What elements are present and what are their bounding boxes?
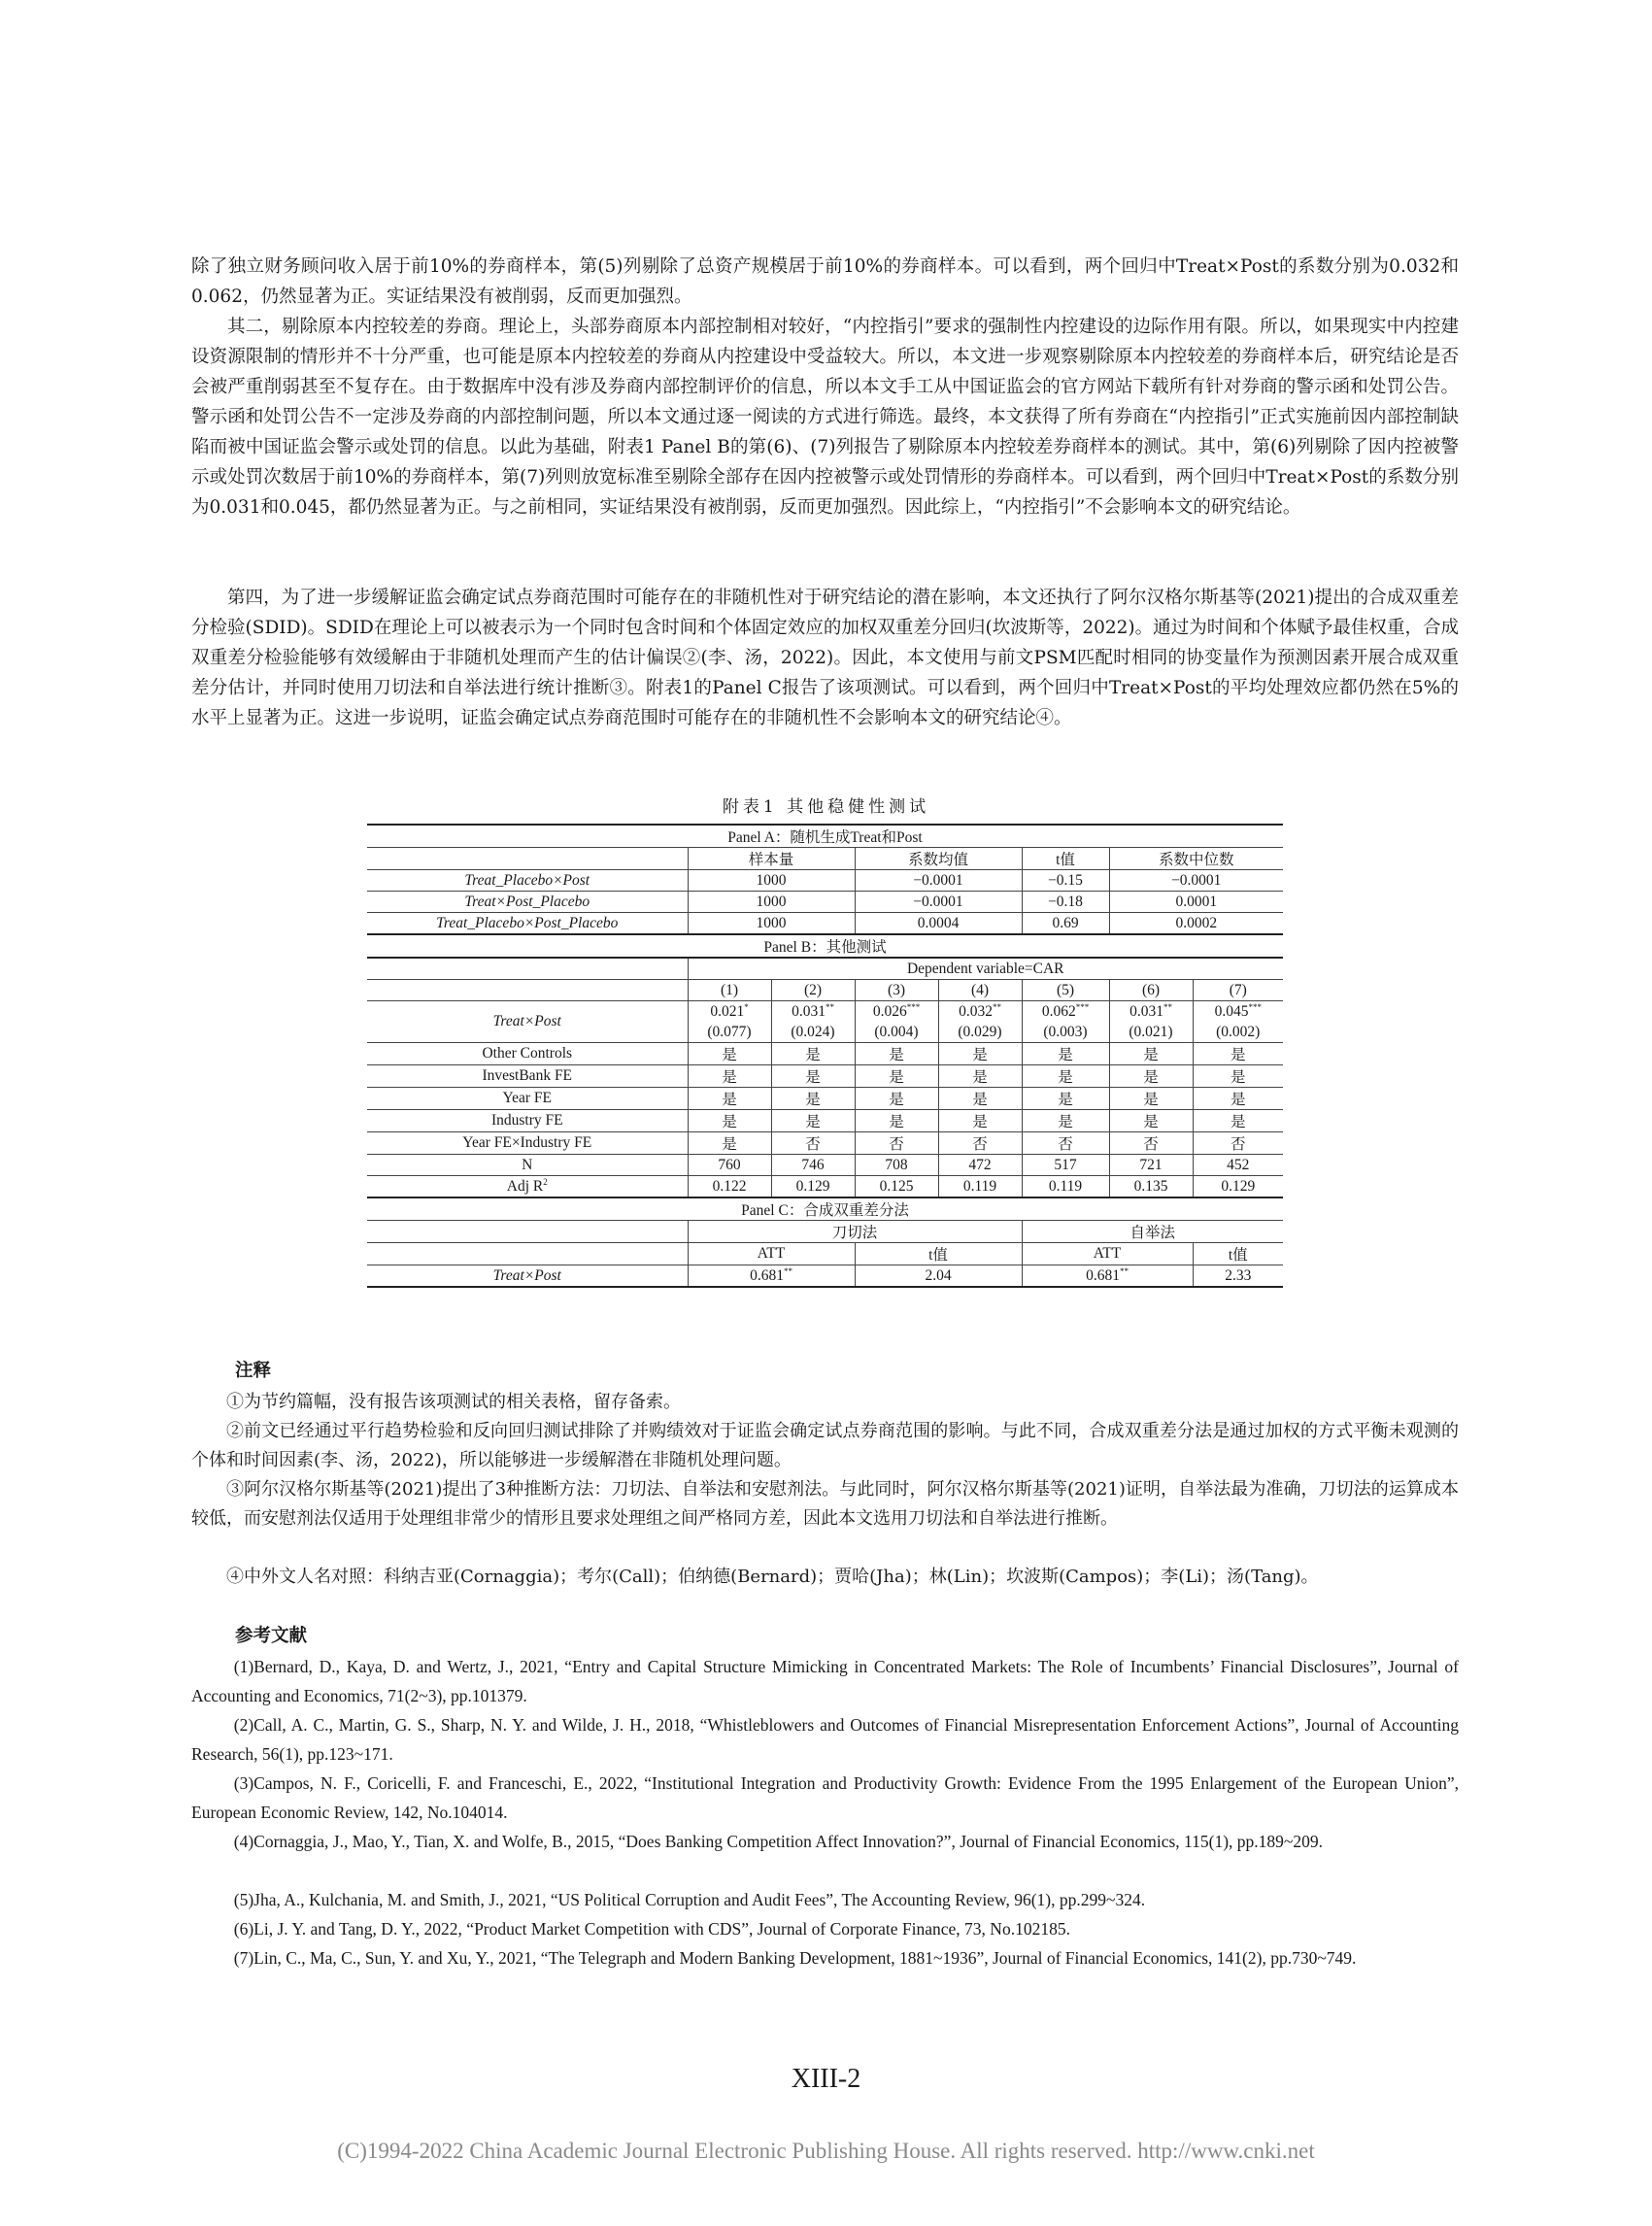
table-cell: −0.15 <box>1022 870 1109 892</box>
sig-stars: * <box>744 1001 749 1012</box>
table-cell: −0.0001 <box>855 892 1022 913</box>
table-cell: 是 <box>938 1088 1022 1110</box>
panel-a-header-n: 样本量 <box>688 848 855 870</box>
body-paragraph-2: 其二，剔除原本内控较差的券商。理论上，头部券商原本内部控制相对较好，“内控指引”要求的强制性内控建设的边际作用有限。所以，如果现实中内控建设资源限制的情形并不十分严重，也可能是原本内控较差的券商从内控建设中受益较大。所以，本文进一步观察剔除原本内控较差的券商样本后，研究结论是否会被严重削弱甚至不复存在。由于数据库中没有涉及券商内部控制评价的信息，所以本文手工从中国证监会的官方网站下载所有针对券商的警示函和处罚公告。警示函和处罚公告不一定涉及券商的内部控制问题，所以本文通过逐一阅读的方式进行筛选。最终，本文获得了所有券商在“内控指引”正式实施前因内部控制缺陷而被中国证监会警示或处罚的信息。以此为基础，附表1 Panel B的第(6)、(7)列报告了剔除原本内控较差券商样本的测试。其中，第(6)列剔除了因内控被警示或处罚次数居于前10%的券商样本，第(7)列则放宽标准至剔除全部存在因内控被警示或处罚情形的券商样本。可以看到，两个回归中Treat×Post的系数分别为0.031和0.045，都仍然显著为正。与之前相同，实证结果没有被削弱，反而更加强烈。因此综上，“内控指引”不会影响本文的研究结论。 <box>191 317 1459 518</box>
t-cell: 2.04 <box>855 1265 1022 1288</box>
table-cell: 是 <box>938 1065 1022 1088</box>
table-cell: 0.0004 <box>855 913 1022 935</box>
row-label: InvestBank FE <box>367 1065 688 1088</box>
note-1: ①为节约篇幅，没有报告该项测试的相关表格，留存备索。 <box>226 1392 681 1412</box>
sig-stars: ** <box>992 1001 1001 1012</box>
table-cell: 否 <box>1193 1132 1283 1155</box>
notes-heading: 注释 <box>235 1361 272 1381</box>
table-cell: 否 <box>1022 1132 1109 1155</box>
table-cell: 是 <box>1109 1110 1193 1132</box>
table-cell: 746 <box>771 1155 855 1176</box>
body-paragraph-3: 第四，为了进一步缓解证监会确定试点券商范围时可能存在的非随机性对于研究结论的潜在影响，本文还执行了阿尔汉格尔斯基等(2021)提出的合成双重差分检验(SDID)。SDID在理论上可以被表示为一个同时包含时间和个体固定效应的加权双重差分回归(坎波斯等，2022)。通过为时间和个体赋予最佳权重，合成双重差分检验能够有效缓解由于非随机处理而产生的估计偏误②(李、汤，2022)。因此，本文使用与前文PSM匹配时相同的协变量作为预测因素开展合成双重差分估计，并同时使用刀切法和自举法进行统计推断③。附表1的Panel C报告了该项测试。可以看到，两个回归中Treat×Post的平均处理效应都仍然在5%的水平上显著为正。这进一步说明，证监会确定试点券商范围时可能存在的非随机性不会影响本文的研究结论④。 <box>191 588 1459 728</box>
panel-a-row-label: Treat×Post_Placebo <box>367 892 688 913</box>
panel-a-row-label: Treat_Placebo×Post_Placebo <box>367 913 688 935</box>
table-cell: 517 <box>1022 1155 1109 1176</box>
row-label: Year FE×Industry FE <box>367 1132 688 1155</box>
table-cell: 708 <box>855 1155 938 1176</box>
note-3: ③阿尔汉格尔斯基等(2021)提出了3种推断方法：刀切法、自举法和安慰剂法。与此同时，阿尔汉格尔斯基等(2021)证明，自举法最为准确，刀切法的运算成本较低，而安慰剂法仅适用于处理组非常少的情形且要求处理组之间严格同方差，因此本文选用刀切法和自举法进行推断。 <box>191 1479 1459 1529</box>
coef-value: 0.045 <box>1214 1002 1249 1020</box>
table-cell: 0.119 <box>1022 1176 1109 1198</box>
sig-stars: ** <box>825 1001 834 1012</box>
sig-stars: ** <box>783 1265 792 1276</box>
table-cell: 是 <box>688 1088 771 1110</box>
table-cell: 是 <box>771 1110 855 1132</box>
panel-a-corner <box>367 848 688 870</box>
reference-item: (7)Lin, C., Ma, C., Sun, Y. and Xu, Y., 2021, “The Telegraph and Modern Banking Development, 1881~1936”, Journal of Financial Economics, 141(2), pp.730~749. <box>233 1948 1357 1968</box>
table-cell: 是 <box>938 1043 1022 1065</box>
table-cell: 760 <box>688 1155 771 1176</box>
table-cell: 0.0002 <box>1109 913 1283 935</box>
se-cell: (0.024) <box>771 1022 855 1043</box>
panel-a-header-mean: 系数均值 <box>855 848 1022 870</box>
page-number: XIII-2 <box>791 2064 861 2094</box>
table-cell: 是 <box>855 1043 938 1065</box>
treat-post-label: Treat×Post <box>367 1001 688 1043</box>
se-cell: (0.021) <box>1109 1022 1193 1043</box>
coef-cell <box>1022 1001 1109 1023</box>
adj-r-sup: 2 <box>543 1176 548 1187</box>
panel-a-title: Panel A：随机生成Treat和Post <box>367 825 1283 848</box>
table-cell: 0.135 <box>1109 1176 1193 1198</box>
table-cell: 是 <box>1022 1043 1109 1065</box>
panel-c-corner <box>367 1221 688 1243</box>
table-cell: 0.122 <box>688 1176 771 1198</box>
table-cell: 是 <box>771 1043 855 1065</box>
row-label: N <box>367 1155 688 1176</box>
table-cell: 0.129 <box>771 1176 855 1198</box>
table-cell: 是 <box>771 1088 855 1110</box>
table-cell: 是 <box>1022 1065 1109 1088</box>
panel-c-title: Panel C：合成双重差分法 <box>367 1197 1283 1221</box>
reference-item: (1)Bernard, D., Kaya, D. and Wertz, J., 2021, “Entry and Capital Structure Mimicking in Concentrated Markets: The Role of Incumbents’ Financial Disclosures”, Journal of Accounting and Economics, 71(2~3), pp.101379. <box>191 1657 1459 1705</box>
t-header: t值 <box>1193 1243 1283 1265</box>
table-cell: 是 <box>1193 1065 1283 1088</box>
se-cell: (0.077) <box>688 1022 771 1043</box>
col-header: (7) <box>1193 980 1283 1001</box>
panel-a-row-label: Treat_Placebo×Post <box>367 870 688 892</box>
coef-cell <box>688 1001 771 1023</box>
panel-b-title: Panel B：其他测试 <box>367 934 1283 958</box>
copyright-footer: (C)1994-2022 China Academic Journal Electronic Publishing House. All rights reserved. http://www.cnki.net <box>337 2139 1315 2163</box>
coef-cell <box>1109 1001 1193 1023</box>
table-cell: 是 <box>688 1043 771 1065</box>
table-cell: 是 <box>1022 1088 1109 1110</box>
panel-c-row-label: Treat×Post <box>367 1265 688 1288</box>
reference-item: (4)Cornaggia, J., Mao, Y., Tian, X. and Wolfe, B., 2015, “Does Banking Competition Affect Innovation?”, Journal of Financial Economics, 115(1), pp.189~209. <box>233 1832 1324 1851</box>
se-cell: (0.002) <box>1193 1022 1283 1043</box>
table-cell: 是 <box>771 1065 855 1088</box>
att-value: 0.681 <box>1086 1266 1120 1284</box>
row-label: Other Controls <box>367 1043 688 1065</box>
table-cell: 0.125 <box>855 1176 938 1198</box>
table-cell: 是 <box>855 1065 938 1088</box>
att-cell <box>688 1265 855 1288</box>
adj-r2-label <box>367 1176 688 1198</box>
sig-stars: *** <box>906 1001 921 1012</box>
table-cell: 0.69 <box>1022 913 1109 935</box>
coef-cell <box>1193 1001 1283 1023</box>
table-cell: 是 <box>1193 1088 1283 1110</box>
table-cell: −0.0001 <box>1109 870 1283 892</box>
robustness-table <box>367 824 1283 1288</box>
table-cell: 是 <box>1193 1043 1283 1065</box>
reference-item: (6)Li, J. Y. and Tang, D. Y., 2022, “Product Market Competition with CDS”, Journal of Corporate Finance, 73, No.102185. <box>233 1919 1070 1939</box>
table-cell: 0.129 <box>1193 1176 1283 1198</box>
adj-r-text: Adj R <box>506 1177 544 1195</box>
table-cell: 1000 <box>688 913 855 935</box>
reference-item: (5)Jha, A., Kulchania, M. and Smith, J., 2021, “US Political Corruption and Audit Fees”, The Accounting Review, 96(1), pp.299~324. <box>233 1890 1146 1909</box>
table-cell: −0.0001 <box>855 870 1022 892</box>
row-label: Industry FE <box>367 1110 688 1132</box>
att-cell <box>1022 1265 1193 1288</box>
col-header: (6) <box>1109 980 1193 1001</box>
note-4: ④中外文人名对照：科纳吉亚(Cornaggia)；考尔(Call)；伯纳德(Bernard)；贾哈(Jha)；林(Lin)；坎波斯(Campos)；李(Li)；汤(Tang)。 <box>226 1567 1319 1587</box>
table-cell: 是 <box>855 1110 938 1132</box>
table-cell: 1000 <box>688 892 855 913</box>
coef-cell <box>938 1001 1022 1023</box>
table-cell: 0.119 <box>938 1176 1022 1198</box>
panel-b-dep-var: Dependent variable=CAR <box>688 958 1283 980</box>
table-cell: 是 <box>1109 1088 1193 1110</box>
table-cell: 否 <box>1109 1132 1193 1155</box>
reference-item: (2)Call, A. C., Martin, G. S., Sharp, N. Y. and Wilde, J. H., 2018, “Whistleblowers and Outcomes of Financial Misrepresentation Enforcement Actions”, Journal of Accounting Research, 56(1), pp.123~171. <box>191 1715 1459 1764</box>
coef-value: 0.031 <box>792 1002 826 1020</box>
panel-c-bootstrap: 自举法 <box>1022 1221 1283 1243</box>
coef-cell <box>855 1001 938 1023</box>
att-value: 0.681 <box>750 1266 784 1284</box>
sig-stars: ** <box>1119 1265 1129 1276</box>
coef-value: 0.021 <box>710 1002 745 1020</box>
table-cell: 472 <box>938 1155 1022 1176</box>
sig-stars: ** <box>1163 1001 1172 1012</box>
se-cell: (0.029) <box>938 1022 1022 1043</box>
table-cell: −0.18 <box>1022 892 1109 913</box>
table-cell: 是 <box>688 1110 771 1132</box>
panel-a-header-median: 系数中位数 <box>1109 848 1283 870</box>
panel-b-corner-2 <box>367 980 688 1001</box>
se-cell: (0.003) <box>1022 1022 1109 1043</box>
table-cell: 452 <box>1193 1155 1283 1176</box>
coef-value: 0.026 <box>872 1002 907 1020</box>
table-cell: 0.0001 <box>1109 892 1283 913</box>
col-header: (4) <box>938 980 1022 1001</box>
table-cell: 是 <box>855 1088 938 1110</box>
panel-b-corner <box>367 958 688 980</box>
row-label: Year FE <box>367 1088 688 1110</box>
table-cell: 是 <box>688 1065 771 1088</box>
table-caption: 附表1 其他稳健性测试 <box>722 797 930 817</box>
coef-value: 0.032 <box>959 1002 993 1020</box>
sig-stars: *** <box>1075 1001 1090 1012</box>
t-header: t值 <box>855 1243 1022 1265</box>
panel-c-jackknife: 刀切法 <box>688 1221 1022 1243</box>
coef-cell <box>771 1001 855 1023</box>
reference-item: (3)Campos, N. F., Coricelli, F. and Franceschi, E., 2022, “Institutional Integration and Productivity Growth: Evidence From the 1995 Enlargement of the European Union”, European Economic Review, 142, No.104014. <box>191 1773 1459 1822</box>
col-header: (5) <box>1022 980 1109 1001</box>
table-cell: 是 <box>1109 1043 1193 1065</box>
table-cell: 是 <box>938 1110 1022 1132</box>
table-cell: 是 <box>1193 1110 1283 1132</box>
table-cell: 否 <box>771 1132 855 1155</box>
references-heading: 参考文献 <box>235 1626 308 1646</box>
col-header: (1) <box>688 980 771 1001</box>
att-header: ATT <box>1022 1243 1193 1265</box>
note-2: ②前文已经通过平行趋势检验和反向回归测试排除了并购绩效对于证监会确定试点券商范围的影响。与此不同，合成双重差分法是通过加权的方式平衡未观测的个体和时间因素(李、汤，2022)，所以能够进一步缓解潜在非随机处理问题。 <box>191 1421 1459 1470</box>
table-cell: 1000 <box>688 870 855 892</box>
att-header: ATT <box>688 1243 855 1265</box>
t-cell: 2.33 <box>1193 1265 1283 1288</box>
panel-c-corner-2 <box>367 1243 688 1265</box>
body-paragraph-1: 除了独立财务顾问收入居于前10%的券商样本，第(5)列剔除了总资产规模居于前10%的券商样本。可以看到，两个回归中Treat×Post的系数分别为0.032和0.062，仍然显著为正。实证结果没有被削弱，反而更加强烈。 <box>191 256 1459 307</box>
col-header: (2) <box>771 980 855 1001</box>
table-cell: 是 <box>688 1132 771 1155</box>
table-cell: 721 <box>1109 1155 1193 1176</box>
col-header: (3) <box>855 980 938 1001</box>
se-cell: (0.004) <box>855 1022 938 1043</box>
table-cell: 否 <box>938 1132 1022 1155</box>
sig-stars: *** <box>1248 1001 1262 1012</box>
table-cell: 否 <box>855 1132 938 1155</box>
table-cell: 是 <box>1109 1065 1193 1088</box>
table-cell: 是 <box>1022 1110 1109 1132</box>
coef-value: 0.062 <box>1041 1002 1076 1020</box>
panel-a-header-t: t值 <box>1022 848 1109 870</box>
coef-value: 0.031 <box>1129 1002 1163 1020</box>
